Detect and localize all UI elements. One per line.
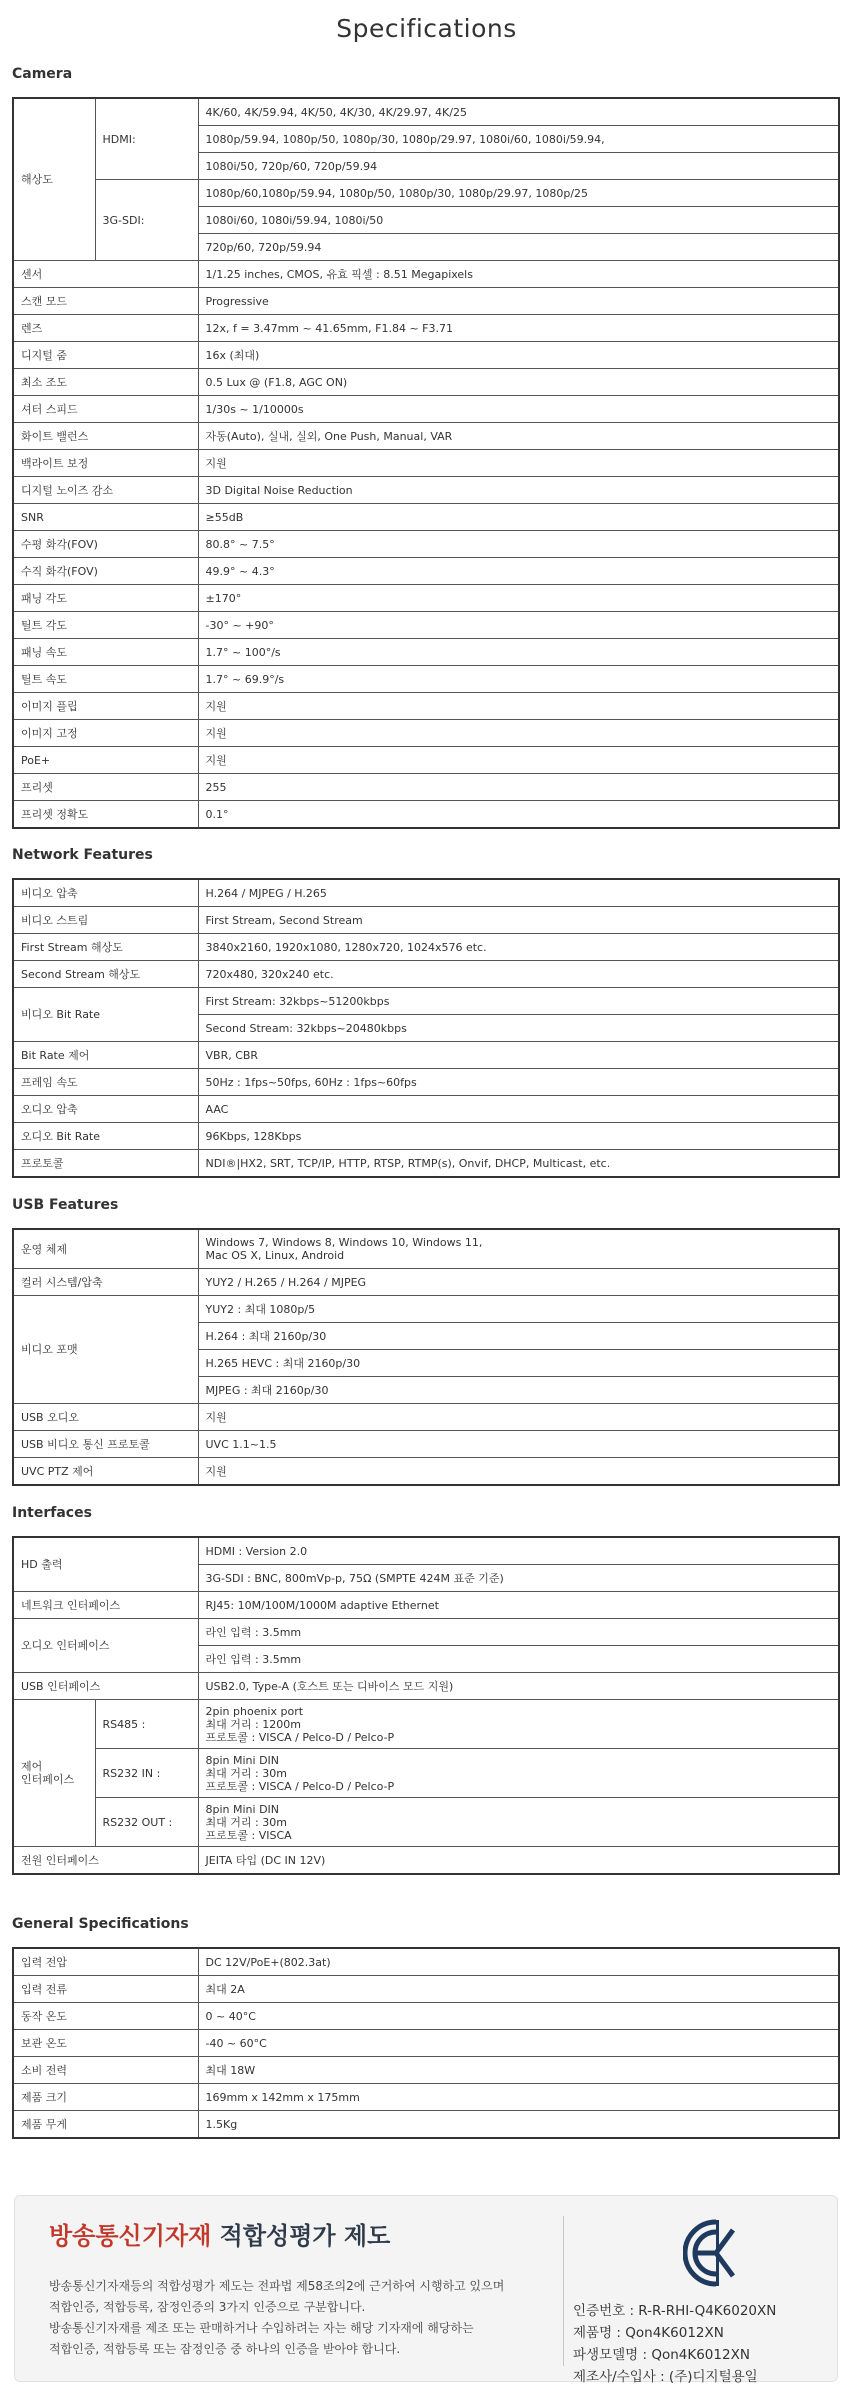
section-heading-network: Network Features xyxy=(12,847,153,863)
table-row xyxy=(13,1976,839,2003)
table-row xyxy=(13,907,839,934)
spec-value: 최대 2A xyxy=(198,1976,839,2003)
spec-label: 수직 화각(FOV) xyxy=(13,558,198,585)
spec-label: 렌즈 xyxy=(13,315,198,342)
spec-sublabel: HDMI: xyxy=(95,98,198,180)
spec-value: 0 ~ 40°C xyxy=(198,2003,839,2030)
spec-value: 720p/60, 720p/59.94 xyxy=(198,234,839,261)
spec-label: USB 인터페이스 xyxy=(13,1673,198,1700)
table-row xyxy=(13,693,839,720)
table-row xyxy=(13,558,839,585)
spec-label: First Stream 해상도 xyxy=(13,934,198,961)
table-row xyxy=(13,2084,839,2111)
spec-value: 1/30s ~ 1/10000s xyxy=(198,396,839,423)
table-row xyxy=(13,1847,839,1875)
spec-value: VBR, CBR xyxy=(198,1042,839,1069)
table-row xyxy=(13,585,839,612)
spec-label: Bit Rate 제어 xyxy=(13,1042,198,1069)
spec-label: 제품 무게 xyxy=(13,2111,198,2139)
spec-sublabel: RS232 IN : xyxy=(95,1749,198,1798)
spec-label: 제어 인터페이스 xyxy=(13,1700,95,1847)
spec-value: 1080i/60, 1080i/59.94, 1080i/50 xyxy=(198,207,839,234)
table-row xyxy=(13,180,839,207)
table-row xyxy=(13,1069,839,1096)
table-row xyxy=(13,639,839,666)
kc-title xyxy=(49,2216,390,2251)
table-row xyxy=(13,396,839,423)
spec-label: UVC PTZ 제어 xyxy=(13,1458,198,1486)
spec-label: 셔터 스피드 xyxy=(13,396,198,423)
table-row xyxy=(13,1700,839,1749)
spec-label: 오디오 압축 xyxy=(13,1096,198,1123)
spec-value: 3840x2160, 1920x1080, 1280x720, 1024x576 etc. xyxy=(198,934,839,961)
spec-value: 지원 xyxy=(198,747,839,774)
table-row xyxy=(13,288,839,315)
spec-label: 컬러 시스템/압축 xyxy=(13,1269,198,1296)
spec-value: HDMI : Version 2.0 xyxy=(198,1537,839,1565)
spec-value: RJ45: 10M/100M/1000M adaptive Ethernet xyxy=(198,1592,839,1619)
spec-value: Windows 7, Windows 8, Windows 10, Windows 11, Mac OS X, Linux, Android xyxy=(198,1229,839,1269)
spec-label: 오디오 Bit Rate xyxy=(13,1123,198,1150)
spec-sublabel: 3G-SDI: xyxy=(95,180,198,261)
table-row xyxy=(13,423,839,450)
spec-label: 제품 크기 xyxy=(13,2084,198,2111)
kc-title-rest: 적합성평가 제도 xyxy=(219,2222,391,2250)
spec-label: 이미지 플립 xyxy=(13,693,198,720)
table-row xyxy=(13,98,839,126)
table-row xyxy=(13,261,839,288)
spec-value: 169mm x 142mm x 175mm xyxy=(198,2084,839,2111)
spec-value: USB2.0, Type-A (호스트 또는 디바이스 모드 지원) xyxy=(198,1673,839,1700)
spec-value: 최대 18W xyxy=(198,2057,839,2084)
spec-value: Progressive xyxy=(198,288,839,315)
spec-value: 49.9° ~ 4.3° xyxy=(198,558,839,585)
spec-label: 입력 전류 xyxy=(13,1976,198,2003)
spec-value: 255 xyxy=(198,774,839,801)
spec-label: 동작 온도 xyxy=(13,2003,198,2030)
spec-label: 센서 xyxy=(13,261,198,288)
spec-label: 프리셋 xyxy=(13,774,198,801)
spec-label: 프레임 속도 xyxy=(13,1069,198,1096)
table-row xyxy=(13,2111,839,2139)
spec-value: ±170° xyxy=(198,585,839,612)
spec-label: 틸트 각도 xyxy=(13,612,198,639)
spec-value: 1.7° ~ 69.9°/s xyxy=(198,666,839,693)
spec-label: HD 출력 xyxy=(13,1537,198,1592)
spec-value: 96Kbps, 128Kbps xyxy=(198,1123,839,1150)
spec-label: 전원 인터페이스 xyxy=(13,1847,198,1875)
spec-value: UVC 1.1~1.5 xyxy=(198,1431,839,1458)
spec-label: 보관 온도 xyxy=(13,2030,198,2057)
spec-value: 0.1° xyxy=(198,801,839,829)
spec-value: H.265 HEVC : 최대 2160p/30 xyxy=(198,1350,839,1377)
section-heading-general: General Specifications xyxy=(12,1916,189,1932)
spec-value: MJPEG : 최대 2160p/30 xyxy=(198,1377,839,1404)
kc-divider xyxy=(563,2216,564,2366)
spec-value: 1.5Kg xyxy=(198,2111,839,2139)
spec-value: 16x (최대) xyxy=(198,342,839,369)
spec-label: 디지털 줌 xyxy=(13,342,198,369)
usb-spec-table xyxy=(12,1228,840,1486)
kc-mark-icon xyxy=(683,2218,749,2294)
camera-spec-table xyxy=(12,97,840,829)
spec-value: 50Hz : 1fps~50fps, 60Hz : 1fps~60fps xyxy=(198,1069,839,1096)
spec-label: 프리셋 정확도 xyxy=(13,801,198,829)
spec-label: 스캔 모드 xyxy=(13,288,198,315)
spec-label: 화이트 밸런스 xyxy=(13,423,198,450)
table-row xyxy=(13,1123,839,1150)
section-heading-camera: Camera xyxy=(12,66,73,82)
table-row xyxy=(13,961,839,988)
spec-value: 지원 xyxy=(198,1404,839,1431)
table-row xyxy=(13,2030,839,2057)
table-row xyxy=(13,988,839,1015)
spec-value: AAC xyxy=(198,1096,839,1123)
spec-label: 백라이트 보정 xyxy=(13,450,198,477)
table-row xyxy=(13,504,839,531)
spec-label: 최소 조도 xyxy=(13,369,198,396)
table-row xyxy=(13,1150,839,1178)
spec-sublabel: RS232 OUT : xyxy=(95,1798,198,1847)
spec-value: YUY2 / H.265 / H.264 / MJPEG xyxy=(198,1269,839,1296)
table-row xyxy=(13,1537,839,1565)
spec-value: -40 ~ 60°C xyxy=(198,2030,839,2057)
section-heading-interfaces: Interfaces xyxy=(12,1505,92,1521)
spec-label: 오디오 인터페이스 xyxy=(13,1619,198,1673)
table-row xyxy=(13,1592,839,1619)
table-row xyxy=(13,1619,839,1646)
spec-value: 3G-SDI : BNC, 800mVp-p, 75Ω (SMPTE 424M 표준 기준) xyxy=(198,1565,839,1592)
table-row xyxy=(13,1042,839,1069)
spec-value: H.264 / MJPEG / H.265 xyxy=(198,879,839,907)
table-row xyxy=(13,2057,839,2084)
page-title: Specifications xyxy=(336,14,517,43)
spec-value: 라인 입력 : 3.5mm xyxy=(198,1619,839,1646)
spec-label: 디지털 노이즈 감소 xyxy=(13,477,198,504)
spec-sublabel: RS485 : xyxy=(95,1700,198,1749)
spec-label: USB 오디오 xyxy=(13,1404,198,1431)
spec-value: 라인 입력 : 3.5mm xyxy=(198,1646,839,1673)
spec-value: 지원 xyxy=(198,1458,839,1486)
spec-value: 1/1.25 inches, CMOS, 유효 픽셀 : 8.51 Megapixels xyxy=(198,261,839,288)
network-spec-table xyxy=(12,878,840,1178)
spec-value: 12x, f = 3.47mm ~ 41.65mm, F1.84 ~ F3.71 xyxy=(198,315,839,342)
spec-label: 비디오 스트림 xyxy=(13,907,198,934)
spec-value: 4K/60, 4K/59.94, 4K/50, 4K/30, 4K/29.97, 4K/25 xyxy=(198,98,839,126)
spec-value: 1.7° ~ 100°/s xyxy=(198,639,839,666)
spec-value: 0.5 Lux @ (F1.8, AGC ON) xyxy=(198,369,839,396)
table-row xyxy=(13,934,839,961)
general-spec-table xyxy=(12,1947,840,2139)
spec-label: 운영 체제 xyxy=(13,1229,198,1269)
table-row xyxy=(13,666,839,693)
spec-label: 해상도 xyxy=(13,98,95,261)
spec-label: 네트워크 인터페이스 xyxy=(13,1592,198,1619)
spec-value: First Stream: 32kbps~51200kbps xyxy=(198,988,839,1015)
spec-value: DC 12V/PoE+(802.3at) xyxy=(198,1948,839,1976)
spec-value: H.264 : 최대 2160p/30 xyxy=(198,1323,839,1350)
table-row xyxy=(13,342,839,369)
spec-label: PoE+ xyxy=(13,747,198,774)
spec-value: 8pin Mini DIN 최대 거리 : 30m 프로토콜 : VISCA xyxy=(198,1798,839,1847)
spec-label: 패닝 속도 xyxy=(13,639,198,666)
table-row xyxy=(13,774,839,801)
spec-value: 80.8° ~ 7.5° xyxy=(198,531,839,558)
table-row xyxy=(13,1673,839,1700)
spec-label: 비디오 압축 xyxy=(13,879,198,907)
table-row xyxy=(13,1096,839,1123)
spec-value: 지원 xyxy=(198,720,839,747)
spec-value: 8pin Mini DIN 최대 거리 : 30m 프로토콜 : VISCA / Pelco-D / Pelco-P xyxy=(198,1749,839,1798)
table-row xyxy=(13,450,839,477)
table-row xyxy=(13,801,839,829)
spec-label: 비디오 Bit Rate xyxy=(13,988,198,1042)
spec-label: 틸트 속도 xyxy=(13,666,198,693)
table-row xyxy=(13,369,839,396)
section-heading-usb: USB Features xyxy=(12,1197,119,1213)
kc-certification-box xyxy=(14,2195,838,2385)
table-row xyxy=(13,1404,839,1431)
spec-value: YUY2 : 최대 1080p/5 xyxy=(198,1296,839,1323)
spec-value: 자동(Auto), 실내, 실외, One Push, Manual, VAR xyxy=(198,423,839,450)
spec-label: 이미지 고정 xyxy=(13,720,198,747)
spec-value: 2pin phoenix port 최대 거리 : 1200m 프로토콜 : VISCA / Pelco-D / Pelco-P xyxy=(198,1700,839,1749)
spec-label: 수평 화각(FOV) xyxy=(13,531,198,558)
spec-value: 720x480, 320x240 etc. xyxy=(198,961,839,988)
spec-value: JEITA 타입 (DC IN 12V) xyxy=(198,1847,839,1875)
kc-cert-info: 인증번호 : R-R-RHI-Q4K6020XN 제품명 : Qon4K6012XN 파생모델명 : Qon4K6012XN 제조사/수입사 : (주)디지털용일 xyxy=(573,2303,777,2385)
table-row xyxy=(13,1948,839,1976)
table-row xyxy=(13,1798,839,1847)
table-row xyxy=(13,879,839,907)
spec-label: SNR xyxy=(13,504,198,531)
spec-value: 1080i/50, 720p/60, 720p/59.94 xyxy=(198,153,839,180)
spec-value: ≥55dB xyxy=(198,504,839,531)
table-row xyxy=(13,1296,839,1323)
kc-title-red: 방송통신기자재 xyxy=(49,2222,212,2250)
table-row xyxy=(13,315,839,342)
kc-description: 방송통신기자재등의 적합성평가 제도는 전파법 제58조의2에 근거하여 시행하고 있으며 적합인증, 적합등록, 잠정인증의 3가지 인증으로 구분합니다. 방송통신기자재를 제조 또는 판매하거나 수입하려는 자는 해당 기자재에 해당하는 적합인증, 적합등록 또는 잠정인증 중 하나의 인증을 받아야 합니다. xyxy=(49,2279,505,2356)
spec-value: First Stream, Second Stream xyxy=(198,907,839,934)
spec-value: -30° ~ +90° xyxy=(198,612,839,639)
spec-label: 프로토콜 xyxy=(13,1150,198,1178)
table-row xyxy=(13,1431,839,1458)
spec-label: 비디오 포맷 xyxy=(13,1296,198,1404)
spec-label: 소비 전력 xyxy=(13,2057,198,2084)
table-row xyxy=(13,1749,839,1798)
table-row xyxy=(13,1458,839,1486)
table-row xyxy=(13,1229,839,1269)
spec-value: 1080p/60,1080p/59.94, 1080p/50, 1080p/30, 1080p/29.97, 1080p/25 xyxy=(198,180,839,207)
table-row xyxy=(13,747,839,774)
spec-label: 패닝 각도 xyxy=(13,585,198,612)
table-row xyxy=(13,1269,839,1296)
table-row xyxy=(13,477,839,504)
spec-value: NDI®|HX2, SRT, TCP/IP, HTTP, RTSP, RTMP(s), Onvif, DHCP, Multicast, etc. xyxy=(198,1150,839,1178)
spec-value: 지원 xyxy=(198,450,839,477)
interfaces-spec-table xyxy=(12,1536,840,1875)
table-row xyxy=(13,2003,839,2030)
spec-value: Second Stream: 32kbps~20480kbps xyxy=(198,1015,839,1042)
spec-value: 3D Digital Noise Reduction xyxy=(198,477,839,504)
table-row xyxy=(13,720,839,747)
spec-value: 지원 xyxy=(198,693,839,720)
spec-label: 입력 전압 xyxy=(13,1948,198,1976)
spec-label: Second Stream 해상도 xyxy=(13,961,198,988)
table-row xyxy=(13,612,839,639)
table-row xyxy=(13,531,839,558)
spec-value: 1080p/59.94, 1080p/50, 1080p/30, 1080p/29.97, 1080i/60, 1080i/59.94, xyxy=(198,126,839,153)
spec-label: USB 비디오 통신 프로토콜 xyxy=(13,1431,198,1458)
